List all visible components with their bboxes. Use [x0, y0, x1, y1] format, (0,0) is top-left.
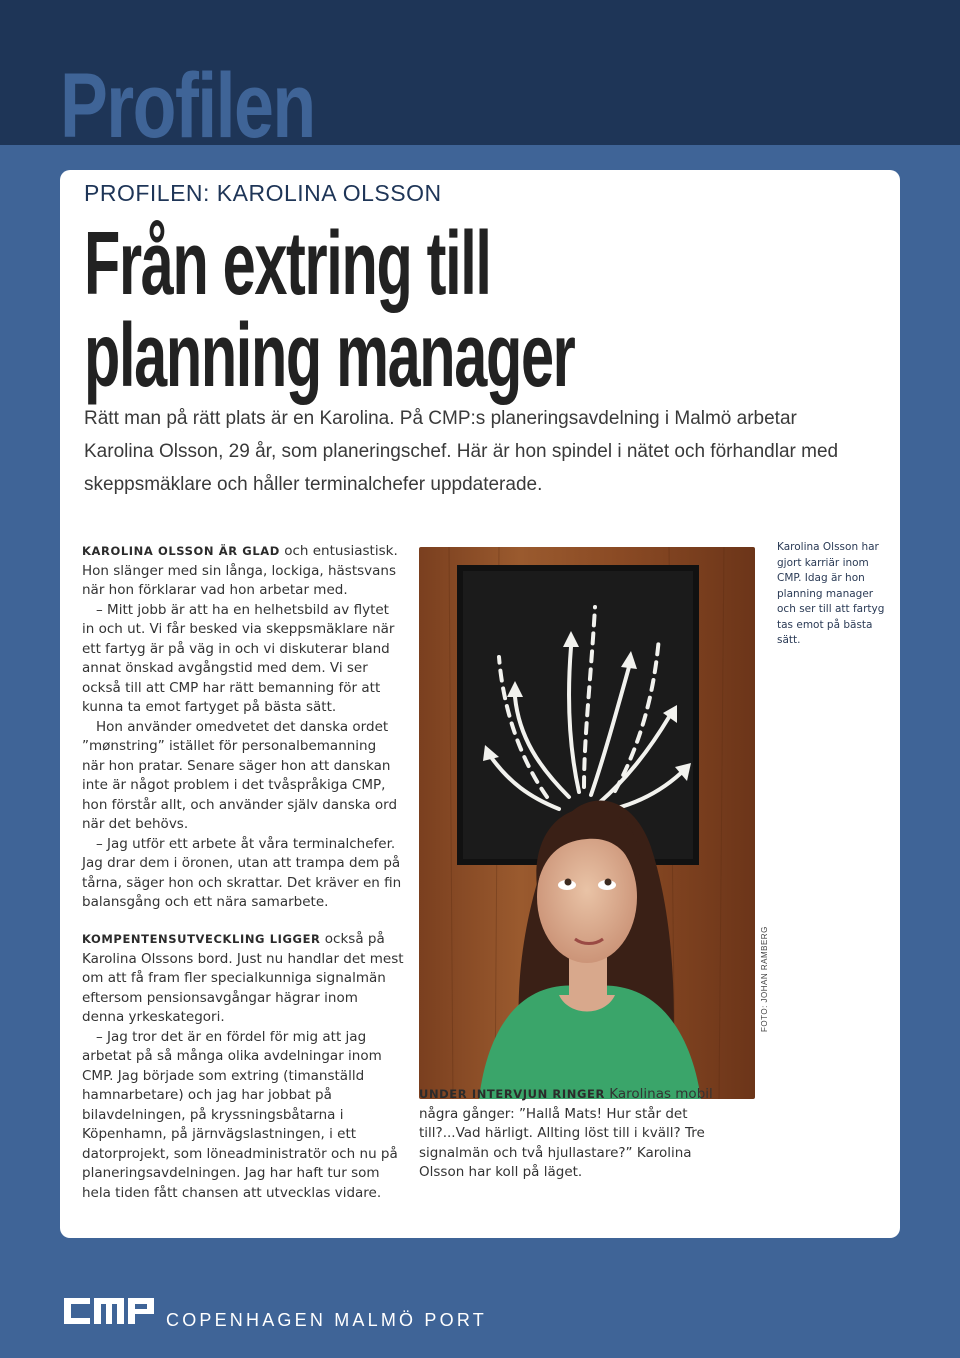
body-paragraph: UNDER INTERVJUN RINGER Karolinas mobil några gånger: ”Hallå Mats! Hur står det till?...Vad härligt. Allting löst till i kväll? Tre signalmän och två hjullastare?” Karolina Olsson har koll på läget.	[419, 1086, 713, 1180]
article-kicker: PROFILEN: KAROLINA OLSSON	[84, 180, 442, 206]
headline-line-1: Från extring till	[84, 214, 491, 314]
paragraph-lead-caps: KAROLINA OLSSON ÄR GLAD	[82, 544, 280, 558]
company-name: COPENHAGEN MALMÖ PORT	[166, 1310, 487, 1330]
body-paragraph: Hon använder omedvetet det danska ordet ”mønstring” istället för personalbemanning när hon pratar. Senare säger hon att danskan inte är något problem i det tvåspråkiga CMP, hon förstår allt, och använder själv danska ord när det behövs.	[82, 718, 398, 832]
cmp-logo-icon	[62, 1292, 158, 1330]
body-paragraph: KAROLINA OLSSON ÄR GLAD och entusiastisk. Hon slänger med sin långa, lockiga, hästsvans när hon förklarar vad hon arbetar med.	[82, 543, 398, 598]
body-paragraph: – Mitt jobb är att ha en helhetsbild av flytet in och ut. Vi får besked via skeppsmäklare när ett fartyg är på väg in och vi diskuterar bland annat önskad avgångstid med dem. Vi ser också till att CMP har rätt bemanning för att kunna ta emot fartyget på bästa sätt.	[82, 601, 395, 715]
article-card	[60, 170, 900, 1238]
section-title: Profilen	[60, 55, 315, 157]
article-lead: Rätt man på rätt plats är en Karolina. På CMP:s planeringsavdelning i Malmö arbetar Karolina Olsson, 29 år, som planeringschef. Här är hon spindel i nätet och förhandlar med skeppsmäklare och håller terminalchefer uppdaterade.	[84, 408, 839, 495]
paragraph-lead-caps: UNDER INTERVJUN RINGER	[419, 1087, 605, 1101]
body-paragraph: – Jag utför ett arbete åt våra terminalchefer. Jag drar dem i öronen, utan att trampa dem på tårna, säger hon och skrattar. Det kräver en fin balansgång och ett nära samarbete.	[82, 835, 402, 910]
article-headline	[84, 214, 575, 406]
body-column-1	[82, 542, 402, 913]
body-column-2	[82, 930, 404, 1203]
cmp-logo	[62, 1292, 158, 1335]
paragraph-lead-caps: KOMPENTENSUTVECKLING LIGGER	[82, 932, 321, 946]
portrait-photo	[419, 547, 755, 1099]
body-paragraph: KOMPENTENSUTVECKLING LIGGER också på Karolina Olssons bord. Just nu handlar det mest om att få fram fler specialkunniga signalmän eftersom pensionsavgångar hägrar inom denna yrkeskategori.	[82, 931, 404, 1025]
body-paragraph: – Jag tror det är en fördel för mig att jag arbetat på så många olika avdelningar inom CMP. Jag började som extring (timanställd hamnarbetare) och jag har jobbat på bilavdelningen, på kryssningsbåtarna i Köpenhamn, på järnvägslastningen, i ett datorprojekt, som löneadministratör och nu på planeringsavdelningen. Jag har haft tur som hela tiden fått chansen att utvecklas vidare.	[82, 1028, 398, 1201]
photo-caption: Karolina Olsson har gjort karriär inom CMP. Idag är hon planning manager och ser till att fartyg tas emot på bästa sätt.	[777, 541, 885, 646]
body-column-3	[419, 1085, 719, 1183]
photo-credit: FOTO: JOHAN RAMBERG	[760, 926, 769, 1032]
headline-line-2: planning manager	[84, 306, 575, 406]
portrait-illustration	[419, 547, 755, 1099]
